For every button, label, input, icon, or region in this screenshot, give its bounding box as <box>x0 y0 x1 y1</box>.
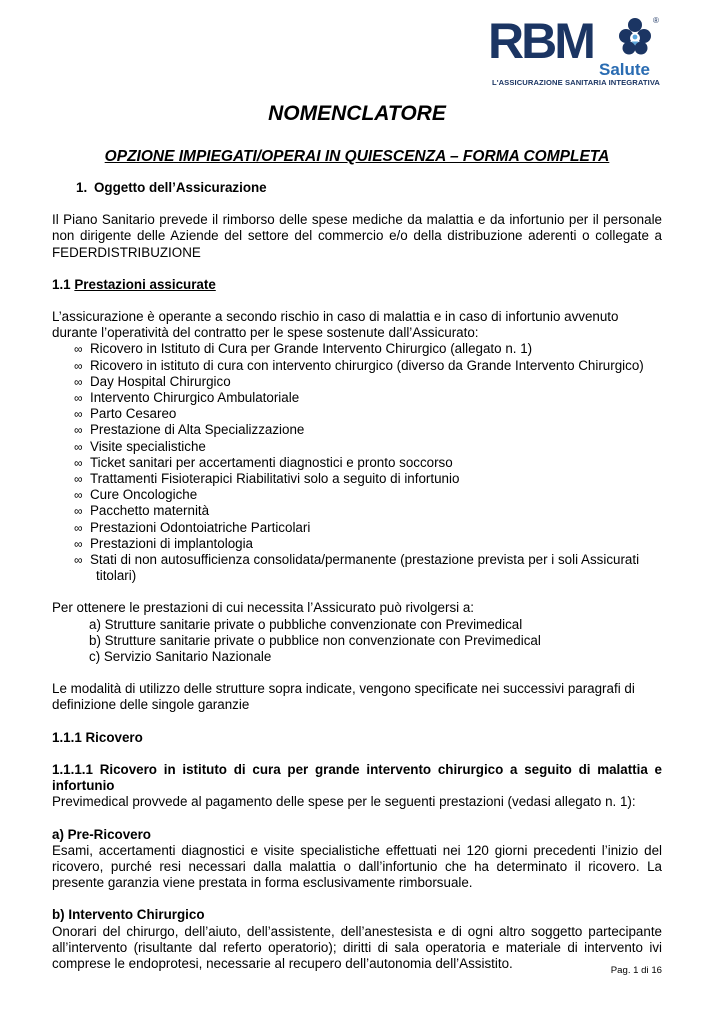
list-item: ∞ Ricovero in Istituto di Cura per Grande Intervento Chirurgico (allegato n. 1) <box>74 341 533 357</box>
company-logo <box>488 14 664 90</box>
list-item: ∞ Visite specialistiche <box>74 438 206 454</box>
pre-ricovero-text: Esami, accertamenti diagnostici e visite specialistiche effettuati nei 120 giorni precedenti l’inizio del ricovero, purché resi necessari dalla malattia o dall’infortunio che ha determinato il ricovero. La presente garanzia viene prestata in forma esclusivamente rimborsuale. <box>52 842 662 891</box>
bullet-icon: ∞ <box>74 342 83 357</box>
bullet-icon: ∞ <box>74 423 83 438</box>
coverage-line-2: durante l’operatività del contratto per le spese sostenute dall’Assicurato: <box>52 325 479 341</box>
section-1-1-1-heading: 1.1.1 Ricovero <box>52 729 143 745</box>
access-intro: Per ottenere le prestazioni di cui necessita l’Assicurato può rivolgersi a: <box>52 600 475 616</box>
list-item: ∞ Prestazioni Odontoiatriche Particolari <box>74 519 311 535</box>
section-1-1-1-1-heading: 1.1.1.1 Ricovero in istituto di cura per grande intervento chirurgico a seguito di malattia e infortunio <box>52 761 662 794</box>
section-1-number: 1. <box>76 180 88 195</box>
bullet-icon: ∞ <box>74 407 83 422</box>
section-1-heading <box>76 180 662 196</box>
bullet-icon: ∞ <box>74 520 83 535</box>
list-item: ∞ Parto Cesareo <box>74 406 177 422</box>
list-item: ∞ Trattamenti Fisioterapici Riabilitativi solo a seguito di infortunio <box>74 471 460 487</box>
intervento-heading: b) Intervento Chirurgico <box>52 907 205 923</box>
access-option-b: b) Strutture sanitarie private o pubblice non convenzionate con Previmedical <box>89 632 541 648</box>
document-subtitle: OPZIONE IMPIEGATI/OPERAI IN QUIESCENZA – FORMA COMPLETA <box>104 148 610 165</box>
list-item: ∞ Prestazione di Alta Specializzazione <box>74 422 305 438</box>
bullet-icon: ∞ <box>74 472 83 487</box>
flower-icon <box>619 18 651 55</box>
bullet-icon: ∞ <box>74 553 83 568</box>
previmedical-line: Previmedical provvede al pagamento delle spese per le seguenti prestazioni (vedasi allegato n. 1): <box>52 794 636 810</box>
list-item: ∞ Intervento Chirurgico Ambulatoriale <box>74 390 300 406</box>
section-1-1-heading <box>52 277 662 293</box>
bullet-icon: ∞ <box>74 439 83 454</box>
page-number: Pag. 1 di 16 <box>610 965 662 976</box>
logo-wordmark: RBM <box>488 14 593 69</box>
pre-ricovero-heading: a) Pre-Ricovero <box>52 826 151 842</box>
section-1-title: Oggetto dell’Assicurazione <box>94 180 267 195</box>
modalities-line-2: definizione delle singole garanzie <box>52 697 250 713</box>
section-1-1-title: Prestazioni assicurate <box>74 276 216 292</box>
list-item: ∞ Cure Oncologiche <box>74 487 198 503</box>
registered-mark: ® <box>653 16 659 25</box>
access-option-c: c) Servizio Sanitario Nazionale <box>89 649 272 665</box>
intervento-text: Onorari del chirurgo, dell’aiuto, dell’assistente, dell’anestesista e di ogni altro soggetto partecipante all’intervento (risultante dal referto operatorio); diritti di sala operatoria e materiale di intervento ivi comprese le endoprotesi, necessarie al recupero dell’autonomia dell’Assistito. <box>52 923 662 971</box>
list-item: ∞ Stati di non autosufficienza consolidata/permanente (prestazione prevista per i soli Assicurati titolari) <box>74 552 640 584</box>
section-1-1-number: 1.1 <box>52 276 71 292</box>
logo-brand: Salute <box>599 60 651 78</box>
list-item: ∞ Ricovero in istituto di cura con intervento chirurgico (diverso da Grande Intervento Chirurgico) <box>74 357 644 373</box>
intro-paragraph: Il Piano Sanitario prevede il rimborso delle spese mediche da malattia e da infortunio per il personale non dirigente delle Aziende del settore del commercio e/o della distribuzione aderenti o collegate a FEDERDISTRIBUZIONE <box>52 212 662 260</box>
document-title: NOMENCLATORE <box>268 102 446 125</box>
bullet-icon: ∞ <box>74 358 83 373</box>
logo-tagline: L'ASSICURAZIONE SANITARIA INTEGRATIVA <box>491 78 661 87</box>
bullet-icon: ∞ <box>74 504 83 519</box>
list-item: ∞ Pacchetto maternità <box>74 503 210 519</box>
bullet-icon: ∞ <box>74 391 83 406</box>
list-item: ∞ Ticket sanitari per accertamenti diagnostici e pronto soccorso <box>74 454 453 470</box>
bullet-icon: ∞ <box>74 536 83 551</box>
bullet-icon: ∞ <box>74 488 83 503</box>
document-body <box>52 101 662 972</box>
list-item: ∞ Prestazioni di implantologia <box>74 535 254 551</box>
modalities-line-1: Le modalità di utilizzo delle strutture sopra indicate, vengono specificate nei successivi paragrafi di <box>52 681 635 697</box>
benefits-list <box>52 341 662 584</box>
coverage-line-1: L’assicurazione è operante a secondo rischio in caso di malattia e in caso di infortunio avvenuto <box>52 309 619 325</box>
bullet-icon: ∞ <box>74 455 83 470</box>
access-option-a: a) Strutture sanitarie private o pubbliche convenzionate con Previmedical <box>89 616 523 632</box>
logo-graphic <box>488 14 664 78</box>
bullet-icon: ∞ <box>74 374 83 389</box>
list-item: ∞ Day Hospital Chirurgico <box>74 373 231 389</box>
